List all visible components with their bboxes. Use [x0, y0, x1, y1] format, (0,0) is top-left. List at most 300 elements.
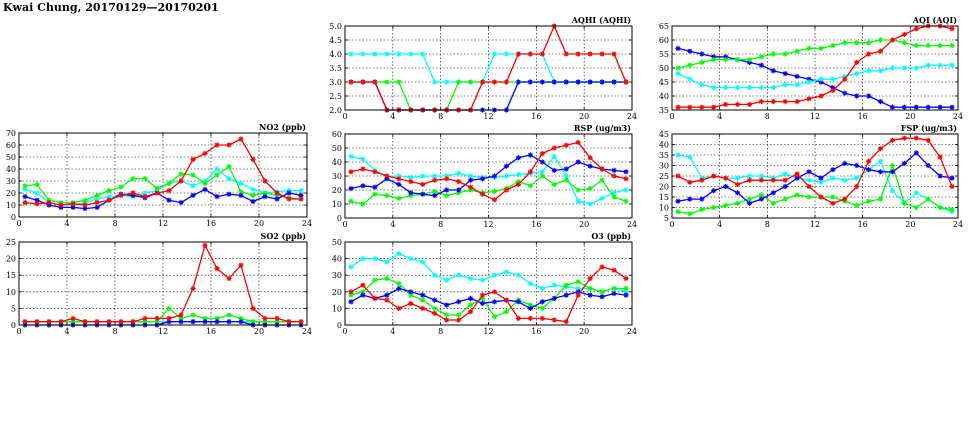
- chart-panel: [332, 123, 637, 229]
- y-tick-label: 20: [5, 189, 16, 198]
- data-point: [723, 85, 728, 90]
- data-point: [866, 68, 871, 73]
- y-tick-label: 0: [336, 214, 342, 223]
- data-point: [711, 173, 716, 178]
- data-point: [747, 85, 752, 90]
- data-point: [866, 199, 871, 204]
- data-point: [22, 200, 27, 205]
- data-point: [902, 136, 907, 141]
- data-point: [360, 79, 365, 84]
- data-point: [492, 273, 497, 278]
- data-point: [938, 43, 943, 48]
- data-point: [699, 60, 704, 65]
- x-tick-label: 0: [16, 219, 22, 228]
- data-point: [795, 99, 800, 104]
- data-point: [420, 182, 425, 187]
- data-point: [250, 193, 255, 198]
- data-point: [504, 309, 509, 314]
- x-tick-label: 24: [626, 112, 638, 121]
- series-line: [678, 153, 952, 203]
- data-point: [576, 199, 581, 204]
- data-point: [552, 182, 557, 187]
- data-point: [771, 51, 776, 56]
- data-point: [588, 276, 593, 281]
- data-point: [711, 85, 716, 90]
- data-point: [588, 286, 593, 291]
- chart-title: FSP (ug/m3): [900, 123, 957, 133]
- data-point: [106, 188, 111, 193]
- y-tick-label: 4.5: [329, 36, 342, 45]
- data-point: [711, 105, 716, 110]
- data-point: [623, 187, 628, 192]
- data-point: [372, 79, 377, 84]
- x-tick-label: 20: [579, 220, 590, 229]
- data-point: [623, 79, 628, 84]
- data-point: [830, 176, 835, 181]
- y-tick-label: 40: [331, 158, 342, 167]
- data-point: [238, 263, 243, 268]
- y-tick-label: 3.0: [329, 78, 342, 87]
- y-tick-label: 60: [658, 36, 669, 45]
- data-point: [552, 79, 557, 84]
- y-tick-label: 15: [658, 193, 669, 202]
- data-point: [226, 192, 231, 197]
- y-tick-label: 10: [5, 287, 16, 297]
- data-point: [612, 168, 617, 173]
- y-tick-label: 10: [5, 201, 16, 210]
- chart-title: SO2 (ppb): [260, 231, 306, 241]
- x-tick-label: 0: [342, 327, 348, 336]
- data-point: [408, 301, 413, 306]
- data-point: [890, 163, 895, 168]
- x-tick-label: 16: [531, 327, 542, 336]
- data-point: [468, 178, 473, 183]
- data-point: [949, 105, 954, 110]
- data-point: [783, 197, 788, 202]
- data-point: [480, 293, 485, 298]
- data-point: [723, 184, 728, 189]
- data-point: [384, 276, 389, 281]
- y-tick-label: 0: [10, 321, 16, 330]
- data-point: [540, 79, 545, 84]
- chart-panel: [6, 231, 312, 336]
- x-tick-label: 8: [112, 327, 118, 336]
- data-point: [190, 286, 195, 291]
- x-tick-label: 8: [764, 112, 770, 121]
- data-point: [675, 65, 680, 70]
- data-point: [878, 68, 883, 73]
- y-tick-label: 50: [331, 144, 342, 153]
- data-point: [274, 196, 279, 201]
- data-point: [226, 142, 231, 147]
- x-tick-label: 4: [64, 327, 70, 336]
- data-point: [783, 171, 788, 176]
- data-point: [516, 172, 521, 177]
- data-point: [783, 178, 788, 183]
- data-point: [516, 51, 521, 56]
- y-tick-label: 70: [5, 129, 16, 138]
- data-point: [771, 85, 776, 90]
- y-tick-label: 35: [658, 151, 669, 160]
- data-point: [576, 159, 581, 164]
- x-tick-label: 4: [64, 219, 70, 228]
- series-line: [678, 48, 952, 107]
- data-point: [890, 65, 895, 70]
- data-point: [806, 178, 811, 183]
- data-point: [396, 251, 401, 256]
- data-point: [576, 79, 581, 84]
- data-point: [190, 312, 195, 317]
- data-point: [528, 316, 533, 321]
- x-tick-label: 12: [483, 220, 494, 229]
- data-point: [190, 157, 195, 162]
- data-point: [747, 57, 752, 62]
- data-point: [540, 51, 545, 56]
- data-point: [384, 79, 389, 84]
- x-tick-label: 4: [390, 327, 396, 336]
- x-tick-label: 24: [301, 327, 313, 336]
- data-point: [806, 79, 811, 84]
- data-point: [687, 105, 692, 110]
- data-point: [238, 319, 243, 324]
- y-tick-label: 5.0: [329, 22, 342, 31]
- data-point: [480, 278, 485, 283]
- data-point: [190, 319, 195, 324]
- data-point: [699, 82, 704, 87]
- data-point: [190, 183, 195, 188]
- data-point: [372, 51, 377, 56]
- chart-title: O3 (ppb): [591, 231, 631, 241]
- data-point: [723, 57, 728, 62]
- data-point: [675, 152, 680, 157]
- y-tick-label: 2.0: [329, 106, 342, 115]
- data-point: [226, 319, 231, 324]
- data-point: [759, 54, 764, 59]
- data-point: [384, 293, 389, 298]
- y-tick-label: 25: [658, 172, 669, 181]
- data-point: [348, 79, 353, 84]
- data-point: [914, 65, 919, 70]
- data-point: [675, 46, 680, 51]
- data-point: [854, 163, 859, 168]
- data-point: [564, 143, 569, 148]
- x-tick-label: 0: [342, 112, 348, 121]
- data-point: [262, 194, 267, 199]
- x-tick-label: 24: [952, 112, 964, 121]
- data-point: [926, 43, 931, 48]
- data-point: [854, 71, 859, 76]
- data-point: [783, 51, 788, 56]
- x-tick-label: 8: [438, 327, 444, 336]
- data-point: [806, 96, 811, 101]
- data-point: [949, 63, 954, 68]
- data-point: [771, 190, 776, 195]
- data-point: [432, 79, 437, 84]
- x-tick-label: 4: [390, 112, 396, 121]
- data-point: [588, 201, 593, 206]
- y-tick-label: 50: [5, 153, 16, 162]
- data-point: [396, 196, 401, 201]
- data-point: [480, 301, 485, 306]
- x-tick-label: 0: [16, 327, 22, 336]
- data-point: [576, 279, 581, 284]
- y-tick-label: 10: [658, 203, 669, 213]
- data-point: [516, 79, 521, 84]
- x-tick-label: 20: [905, 112, 916, 121]
- data-point: [759, 63, 764, 68]
- data-point: [818, 194, 823, 199]
- data-point: [588, 186, 593, 191]
- data-point: [759, 85, 764, 90]
- data-point: [432, 178, 437, 183]
- data-point: [687, 180, 692, 185]
- data-point: [588, 164, 593, 169]
- data-point: [528, 281, 533, 286]
- data-point: [687, 211, 692, 216]
- data-point: [938, 105, 943, 110]
- data-point: [468, 276, 473, 281]
- data-point: [564, 79, 569, 84]
- y-tick-label: 40: [658, 92, 669, 101]
- data-point: [456, 179, 461, 184]
- data-point: [806, 194, 811, 199]
- data-point: [564, 178, 569, 183]
- data-point: [687, 63, 692, 68]
- data-point: [540, 299, 545, 304]
- data-point: [298, 196, 303, 201]
- data-point: [795, 82, 800, 87]
- data-point: [830, 194, 835, 199]
- y-tick-label: 55: [658, 50, 669, 59]
- data-point: [432, 311, 437, 316]
- data-point: [878, 37, 883, 42]
- data-point: [783, 71, 788, 76]
- y-tick-label: 50: [658, 64, 669, 73]
- data-point: [348, 299, 353, 304]
- y-tick-label: 40: [331, 254, 342, 264]
- data-point: [795, 49, 800, 54]
- data-point: [902, 40, 907, 45]
- data-point: [878, 99, 883, 104]
- y-tick-label: 30: [5, 177, 16, 186]
- data-point: [504, 269, 509, 274]
- data-point: [528, 79, 533, 84]
- data-point: [723, 102, 728, 107]
- data-point: [759, 99, 764, 104]
- data-point: [492, 51, 497, 56]
- data-point: [408, 179, 413, 184]
- data-point: [914, 136, 919, 141]
- data-point: [723, 203, 728, 208]
- chart-panel: [332, 231, 637, 336]
- data-point: [432, 193, 437, 198]
- chart-panel: [659, 123, 963, 229]
- data-point: [298, 188, 303, 193]
- data-point: [408, 51, 413, 56]
- data-point: [576, 51, 581, 56]
- data-point: [612, 194, 617, 199]
- x-tick-label: 8: [112, 219, 118, 228]
- chart-title: AQI (AQI): [912, 15, 957, 25]
- page-title: Kwai Chung, 20170129—20170201: [3, 1, 219, 14]
- data-point: [468, 79, 473, 84]
- data-point: [396, 176, 401, 181]
- data-point: [806, 46, 811, 51]
- y-tick-label: 10: [331, 200, 342, 209]
- data-point: [902, 105, 907, 110]
- data-point: [396, 286, 401, 291]
- x-tick-label: 24: [626, 327, 638, 336]
- data-point: [564, 51, 569, 56]
- data-point: [202, 319, 207, 324]
- data-point: [890, 105, 895, 110]
- data-point: [444, 176, 449, 181]
- data-point: [396, 281, 401, 286]
- data-point: [612, 51, 617, 56]
- y-tick-label: 30: [658, 161, 669, 171]
- data-point: [842, 91, 847, 96]
- data-point: [432, 273, 437, 278]
- data-point: [468, 303, 473, 308]
- data-point: [432, 298, 437, 303]
- data-point: [830, 77, 835, 82]
- data-point: [408, 256, 413, 261]
- data-point: [516, 316, 521, 321]
- data-point: [747, 201, 752, 206]
- data-point: [600, 51, 605, 56]
- x-tick-label: 4: [717, 220, 723, 229]
- data-point: [516, 299, 521, 304]
- data-point: [675, 173, 680, 178]
- data-point: [444, 317, 449, 322]
- data-point: [118, 193, 123, 198]
- data-point: [902, 65, 907, 70]
- data-point: [456, 273, 461, 278]
- data-point: [444, 278, 449, 283]
- data-point: [444, 187, 449, 192]
- x-tick-label: 0: [342, 220, 348, 229]
- y-tick-label: 35: [658, 106, 669, 115]
- x-tick-label: 20: [579, 112, 590, 121]
- x-tick-label: 8: [438, 112, 444, 121]
- data-point: [600, 294, 605, 299]
- data-point: [564, 166, 569, 171]
- x-tick-label: 16: [857, 220, 868, 229]
- chart-title: AQHI (AQHI): [571, 15, 631, 25]
- data-point: [675, 199, 680, 204]
- x-tick-label: 12: [483, 327, 494, 336]
- data-point: [699, 51, 704, 56]
- x-tick-label: 0: [669, 112, 675, 121]
- x-tick-label: 4: [717, 112, 723, 121]
- data-point: [348, 154, 353, 159]
- data-point: [687, 49, 692, 54]
- data-point: [795, 74, 800, 79]
- data-point: [384, 51, 389, 56]
- data-point: [842, 161, 847, 166]
- y-tick-label: 50: [331, 238, 342, 247]
- data-point: [675, 105, 680, 110]
- data-point: [842, 178, 847, 183]
- data-point: [623, 176, 628, 181]
- data-point: [22, 194, 27, 199]
- data-point: [396, 51, 401, 56]
- data-point: [938, 63, 943, 68]
- data-point: [735, 102, 740, 107]
- y-tick-label: 30: [331, 271, 342, 281]
- data-point: [735, 201, 740, 206]
- x-tick-label: 20: [905, 220, 916, 229]
- data-point: [806, 169, 811, 174]
- data-point: [456, 79, 461, 84]
- data-point: [360, 51, 365, 56]
- data-point: [723, 176, 728, 181]
- data-point: [444, 193, 449, 198]
- y-tick-label: 40: [658, 140, 669, 150]
- data-point: [384, 173, 389, 178]
- data-point: [408, 190, 413, 195]
- data-point: [588, 79, 593, 84]
- y-tick-label: 40: [5, 165, 16, 174]
- data-point: [926, 63, 931, 68]
- data-point: [420, 293, 425, 298]
- x-tick-label: 20: [253, 219, 265, 228]
- data-point: [890, 37, 895, 42]
- data-point: [612, 291, 617, 296]
- data-point: [878, 169, 883, 174]
- data-point: [830, 167, 835, 172]
- data-point: [492, 314, 497, 319]
- series-line: [678, 26, 952, 107]
- x-tick-label: 4: [390, 220, 396, 229]
- y-tick-label: 20: [5, 254, 16, 264]
- x-tick-label: 24: [952, 220, 964, 229]
- y-tick-label: 60: [5, 141, 16, 150]
- y-tick-label: 5: [10, 304, 16, 314]
- data-point: [226, 312, 231, 317]
- data-point: [360, 283, 365, 288]
- data-point: [612, 79, 617, 84]
- data-point: [420, 259, 425, 264]
- x-tick-label: 8: [764, 220, 770, 229]
- data-point: [456, 299, 461, 304]
- data-point: [360, 157, 365, 162]
- data-point: [830, 201, 835, 206]
- data-point: [384, 193, 389, 198]
- x-tick-label: 20: [253, 327, 265, 336]
- y-tick-label: 45: [658, 78, 669, 87]
- x-tick-label: 16: [857, 112, 868, 121]
- data-point: [949, 43, 954, 48]
- data-point: [783, 99, 788, 104]
- x-tick-label: 16: [531, 220, 542, 229]
- data-point: [444, 312, 449, 317]
- data-point: [830, 43, 835, 48]
- y-tick-label: 20: [331, 287, 342, 297]
- data-point: [949, 26, 954, 31]
- y-tick-label: 0: [10, 213, 16, 222]
- y-tick-label: 2.5: [329, 92, 342, 101]
- data-point: [238, 181, 243, 186]
- data-point: [771, 68, 776, 73]
- data-point: [552, 317, 557, 322]
- data-point: [675, 209, 680, 214]
- chart-panel: [329, 15, 637, 121]
- x-tick-label: 8: [438, 220, 444, 229]
- data-point: [711, 205, 716, 210]
- data-point: [348, 199, 353, 204]
- data-point: [600, 196, 605, 201]
